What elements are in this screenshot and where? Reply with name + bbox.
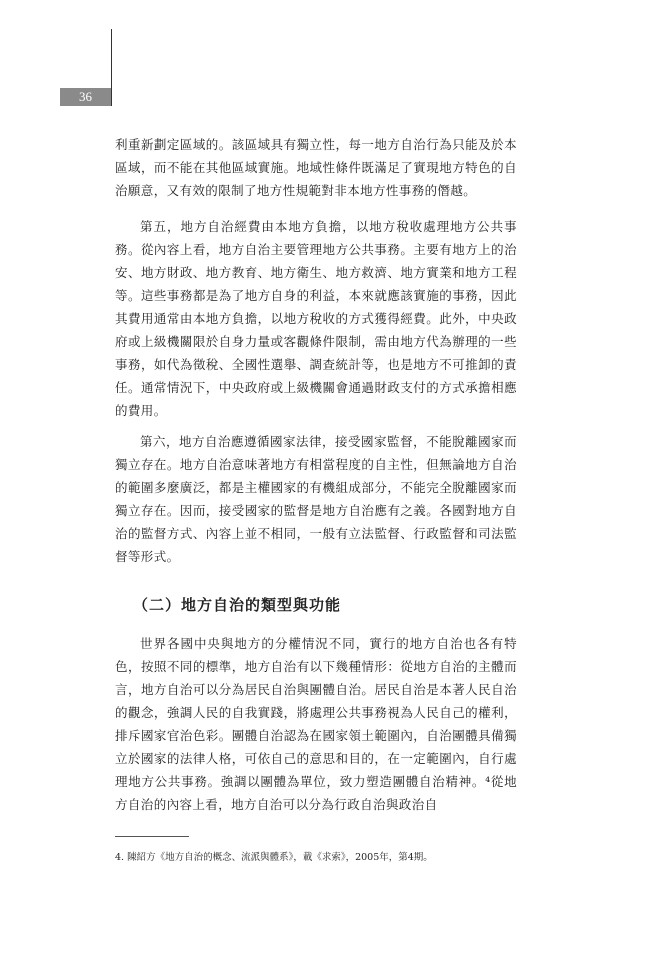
body-paragraph-3: 第六，地方自治應遵循國家法律，接受國家監督，不能脫離國家而獨立存在。地方自治意味著地方有相當程度的自主性，但無論地方自治的範圍多麼廣泛，都是主權國家的有機組成部分，不能完全脫離國家而獨立存在。因而，接受國家的監督是地方自治應有之義。各國對地方自治的監督方式、內容上並不相同，一般有立法監督、行政監督和司法監督等形式。: [115, 434, 517, 564]
page-number: 36: [60, 88, 111, 106]
footnote-divider: [115, 836, 189, 837]
body-paragraph-2: 第五，地方自治經費由本地方負擔，以地方稅收處理地方公共事務。從內容上看，地方自治主要管理地方公共事務。主要有地方上的治安、地方財政、地方教育、地方衛生、地方救濟、地方實業和地方工程等。這些事務都是為了地方自身的利益，本來就應該實施的事務，因此其費用通常由本地方負擔，以地方稅收的方式獲得經費。此外，中央政府或上級機關限於自身力量或客觀條件限制，需由地方代為辦理的一些事務，如代為徵稅、全國性選舉、調查統計等，也是地方不可推卸的責任。通常情況下，中央政府或上級機關會通過財政支付的方式承擔相應的費用。: [115, 219, 517, 418]
header-rule: [111, 29, 112, 106]
body-paragraph-1: 利重新劃定區域的。該區域具有獨立性，每一地方自治行為只能及於本區域，而不能在其他區域實施。地域性條件既滿足了實現地方特色的自治願意，又有效的限制了地方性規範對非本地方性事務的僭越。: [115, 137, 517, 198]
body-paragraph-4: 世界各國中央與地方的分權情況不同，實行的地方自治也各有特色，按照不同的標準，地方自治有以下幾種情形：從地方自治的主體而言，地方自治可以分為居民自治與團體自治。居民自治是本著人民自治的觀念，強調人民的自我實踐，將處理公共事務視為人民自己的權利，排斥國家官治色彩。團體自治認為在國家領土範圍內，自治團體具備獨立於國家的法律人格，可依自己的意思和目的，在一定範圍內，自行處理地方公共事務。強調以團體為單位，致力塑造團體自治精神。⁴從地方自治的內容上看，地方自治可以分為行政自治與政治自: [115, 636, 517, 812]
footnote: 4. 陳紹方《地方自治的概念、流派與體系》，載《求索》，2005年，第4期。: [115, 852, 433, 863]
section-heading: （二）地方自治的類型與功能: [133, 596, 342, 614]
